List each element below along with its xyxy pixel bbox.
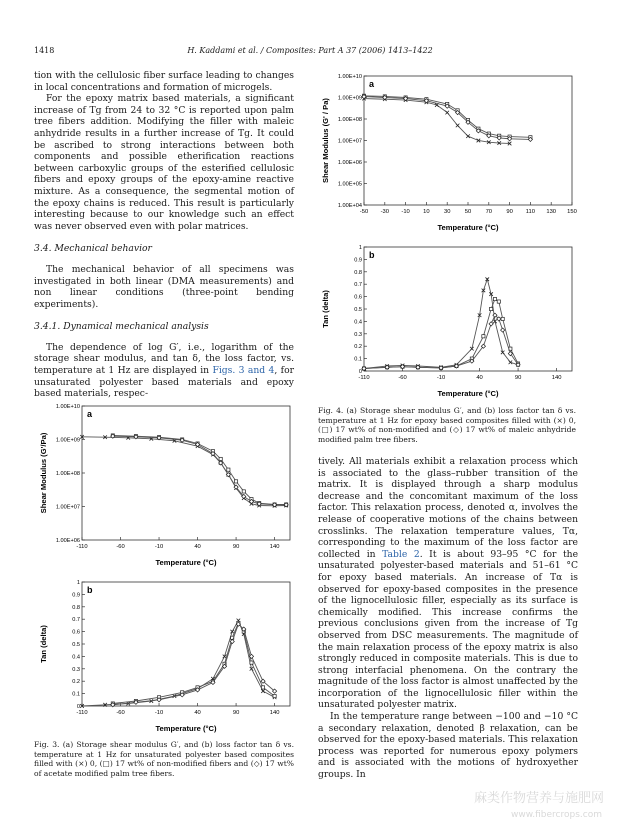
- y-axis-label: Shear Modulus (G'/Pa): [39, 432, 48, 514]
- paragraph: The mechanical behavior of all specimens was investigated in both linear (DMA measurements) and non linear conditions (three-point bending experiments).: [34, 263, 294, 310]
- y-tick-label: 1.00E+10: [337, 74, 362, 80]
- x-tick-label: -10: [401, 209, 410, 215]
- x-tick-label: 90: [506, 209, 513, 215]
- x-tick-label: 130: [546, 209, 557, 215]
- data-point: [489, 322, 493, 326]
- data-point: [227, 468, 230, 471]
- y-tick-label: 1.00E+06: [55, 538, 80, 544]
- series-x: [80, 619, 276, 708]
- chart-fig4b: [316, 241, 578, 401]
- series-square: [362, 297, 519, 370]
- figure-4: [316, 70, 578, 401]
- series-line: [113, 436, 286, 505]
- x-tick-label: 10: [423, 209, 430, 215]
- x-axis-label: Temperature (°C): [437, 389, 499, 398]
- data-point: [497, 300, 500, 303]
- y-tick-label: 1.00E+07: [337, 138, 362, 145]
- y-tick-label: 1: [76, 580, 80, 586]
- y-tick-label: 0.8: [354, 269, 362, 276]
- y-tick-label: 1.00E+06: [337, 160, 362, 166]
- page-header: [34, 46, 586, 60]
- x-tick-label: -60: [116, 544, 125, 550]
- x-axis-label: Temperature (°C): [155, 558, 217, 567]
- page-number: 1418: [34, 46, 55, 55]
- y-tick-label: 1.00E+09: [337, 95, 362, 102]
- y-tick-label: 0.9: [354, 257, 362, 264]
- panel-label: a: [369, 79, 375, 89]
- series-diamond: [362, 313, 520, 371]
- data-point: [466, 134, 470, 138]
- y-tick-label: 0.4: [354, 319, 362, 326]
- y-tick-label: 1.00E+04: [337, 203, 362, 209]
- x-tick-label: 140: [269, 544, 280, 550]
- series-diamond: [111, 434, 289, 507]
- y-tick-label: 1: [358, 245, 362, 251]
- data-point: [493, 297, 496, 300]
- right-column: [318, 456, 578, 781]
- x-tick-label: 140: [551, 375, 562, 381]
- y-tick-label: 0.3: [72, 666, 80, 673]
- x-axis-label: Temperature (°C): [155, 724, 217, 733]
- watermark-text: 麻类作物营养与施肥网: [473, 791, 604, 806]
- figure-link[interactable]: Figs. 3 and 4: [212, 365, 275, 377]
- series-x: [80, 435, 288, 508]
- x-tick-label: 30: [443, 209, 451, 215]
- running-title: H. Kaddami et al. / Composites: Part A 37 (2006) 1413–1422: [187, 46, 433, 55]
- y-tick-label: 0.1: [72, 691, 80, 698]
- plot-frame: [364, 76, 572, 205]
- series-line: [364, 279, 518, 368]
- paragraph: tion with the cellulosic fiber surface leading to changes in local concentrations and formation of microgels.: [34, 70, 294, 93]
- x-tick-label: -10: [154, 544, 164, 550]
- y-tick-label: 0.8: [72, 604, 80, 611]
- series-square: [111, 621, 276, 705]
- y-axis-label: Shear Modulus (G' / Pa): [321, 98, 330, 183]
- series-line: [82, 437, 286, 506]
- x-tick-label: -110: [76, 710, 88, 716]
- y-tick-label: 1.00E+10: [55, 404, 80, 410]
- x-tick-label: 70: [485, 209, 493, 215]
- left-column: [34, 70, 294, 400]
- series-x: [362, 277, 520, 370]
- x-tick-label: 140: [269, 710, 280, 716]
- y-axis-label: Tan (delta): [39, 625, 48, 663]
- y-tick-label: 1.00E+08: [337, 117, 362, 123]
- figure-3: [34, 400, 296, 736]
- x-tick-label: 90: [514, 375, 522, 381]
- section-heading: 3.4. Mechanical behavior: [34, 243, 152, 255]
- paragraph: The dependence of log G′, i.e., logarithm of the storage shear modulus, and tan δ, the loss factor, vs. temperature at 1 Hz are displayed in Figs. 3 and 4, for unsaturated polyester based materials and epoxy based materials, respec-: [34, 341, 294, 400]
- data-point: [261, 686, 264, 689]
- data-point: [242, 490, 245, 493]
- subsection-heading: 3.4.1. Dynamical mechanical analysis: [34, 321, 209, 333]
- x-tick-label: -60: [116, 710, 125, 716]
- y-tick-label: 1.00E+09: [55, 437, 80, 444]
- y-tick-label: 1.00E+05: [337, 181, 362, 188]
- data-point: [250, 661, 253, 664]
- x-tick-label: -110: [358, 375, 370, 381]
- x-tick-label: -60: [398, 375, 407, 381]
- data-point: [501, 317, 504, 320]
- x-tick-label: 110: [525, 209, 536, 215]
- y-tick-label: 0.2: [72, 679, 80, 686]
- data-point: [456, 124, 460, 128]
- x-tick-label: 90: [232, 544, 240, 550]
- x-tick-label: 40: [476, 375, 483, 381]
- paragraph: For the epoxy matrix based materials, a significant increase of Tg from 24 to 32 °C is reported upon palm tree fibers addition. Modifying the filler with maleic anhydride results in a further increase of Tg. It could be ascribed to strong interactions between both components and possible etherification reactions between carboxylic groups of the esterified cellulosic fibers and epoxy groups of the epoxy-amine reactive mixture. As a consequence, the segmental motion of the epoxy chains is reduced. This result is particularly interesting because to our knowledge such an effect was never observed even with polar matrices.: [34, 93, 294, 232]
- y-tick-label: 0.4: [72, 654, 80, 661]
- y-tick-label: 0.7: [72, 617, 80, 624]
- x-tick-label: 50: [464, 209, 472, 215]
- y-tick-label: 0.7: [354, 282, 362, 289]
- table-link[interactable]: Table 2: [382, 548, 420, 560]
- chart-fig4a: [316, 70, 578, 235]
- y-tick-label: 0.9: [72, 592, 80, 599]
- y-tick-label: 0.2: [354, 344, 362, 351]
- x-axis-label: Temperature (°C): [437, 223, 499, 232]
- y-tick-label: 0: [76, 704, 80, 710]
- x-tick-label: -30: [380, 209, 389, 215]
- y-tick-label: 0.6: [72, 629, 80, 636]
- y-tick-label: 1.00E+07: [55, 504, 80, 511]
- paragraph: In the temperature range between −100 and −10 °C a secondary relaxation, denoted β relaxation, can be observed for the epoxy-based materials. This relaxation process was reported for numerous epoxy polymers and is associated with the motions of hydroxyether groups. In: [318, 711, 578, 781]
- watermark-url: www.fibercrops.com: [511, 810, 602, 820]
- y-tick-label: 0.1: [354, 356, 362, 363]
- chart-fig3b: [34, 576, 296, 736]
- data-point: [219, 457, 222, 460]
- data-point: [261, 689, 265, 693]
- paragraph: tively. All materials exhibit a relaxation process which is associated to the glass–rubber transition of the matrix. It is displayed through a sharp modulus decrease and the concomitant maximum of the loss factor. This relaxation process, denoted α, involves the release of cooperative motions of the chains between crosslinks. The relaxation temperature values, Tα, corresponding to the maximum of the loss factor are collected in Table 2. It is about 93–95 °C for the unsaturated polyester-based materials and 51–61 °C for epoxy based materials. An increase of Tα is observed for epoxy-based composites in the presence of the lignocellulosic filler, especially as its surface is chemically modified. This increase confirms the previous conclusions given from the increase of Tg observed from DSC measurements. The magnitude of the main relaxation process of the epoxy matrix is also strongly reduced in composite materials. This is due to strong interfacial phenomena. On the contrary the magnitude of the loss factor is almost unaffected by the incorporation of the lignocellulosic filler within the unsaturated polyester matrix.: [318, 456, 579, 711]
- data-point: [482, 335, 485, 338]
- y-tick-label: 0.3: [354, 331, 362, 338]
- x-tick-label: 40: [194, 710, 201, 716]
- y-tick-label: 0.5: [72, 642, 80, 648]
- y-tick-label: 0.6: [354, 294, 362, 301]
- plot-frame: [82, 582, 290, 706]
- x-tick-label: -50: [359, 209, 369, 215]
- data-point: [234, 480, 237, 483]
- x-tick-label: -10: [436, 375, 446, 381]
- data-point: [273, 694, 276, 697]
- y-tick-label: 1.00E+08: [55, 471, 80, 477]
- series-diamond: [362, 95, 533, 142]
- series-square: [362, 94, 532, 139]
- x-tick-label: 40: [194, 544, 201, 550]
- figure-4-caption: Fig. 4. (a) Storage shear modulus G′, and (b) loss factor tan δ vs. temperature at 1 Hz for epoxy based composites filled with (×) 0, (□) 17 wt% of non-modified and (◇) 17 wt% of maleic anhydride modified palm tree fibers.: [318, 406, 576, 444]
- data-point: [490, 307, 493, 310]
- x-tick-label: -10: [154, 710, 164, 716]
- x-tick-label: 90: [232, 710, 240, 716]
- plot-frame: [82, 406, 290, 540]
- figure-3-caption: Fig. 3. (a) Storage shear modulus G′, and (b) loss factor tan δ vs. temperature at 1 Hz for unsaturated polyester based composites filled with (×) 0, (□) 17 wt% of non-modified fibers and (◇) 17 wt% of acetate modified palm tree fibers.: [34, 740, 294, 778]
- y-tick-label: 0: [358, 369, 362, 375]
- x-tick-label: -110: [76, 544, 88, 550]
- data-point: [501, 328, 505, 332]
- y-tick-label: 0.5: [354, 307, 362, 313]
- x-tick-label: 150: [567, 209, 577, 215]
- series-line: [364, 299, 518, 368]
- data-point: [445, 111, 449, 115]
- panel-label: b: [369, 250, 375, 260]
- panel-label: a: [87, 409, 93, 419]
- y-axis-label: Tan (delta): [321, 290, 330, 328]
- panel-label: b: [87, 585, 93, 595]
- chart-fig3a: [34, 400, 296, 570]
